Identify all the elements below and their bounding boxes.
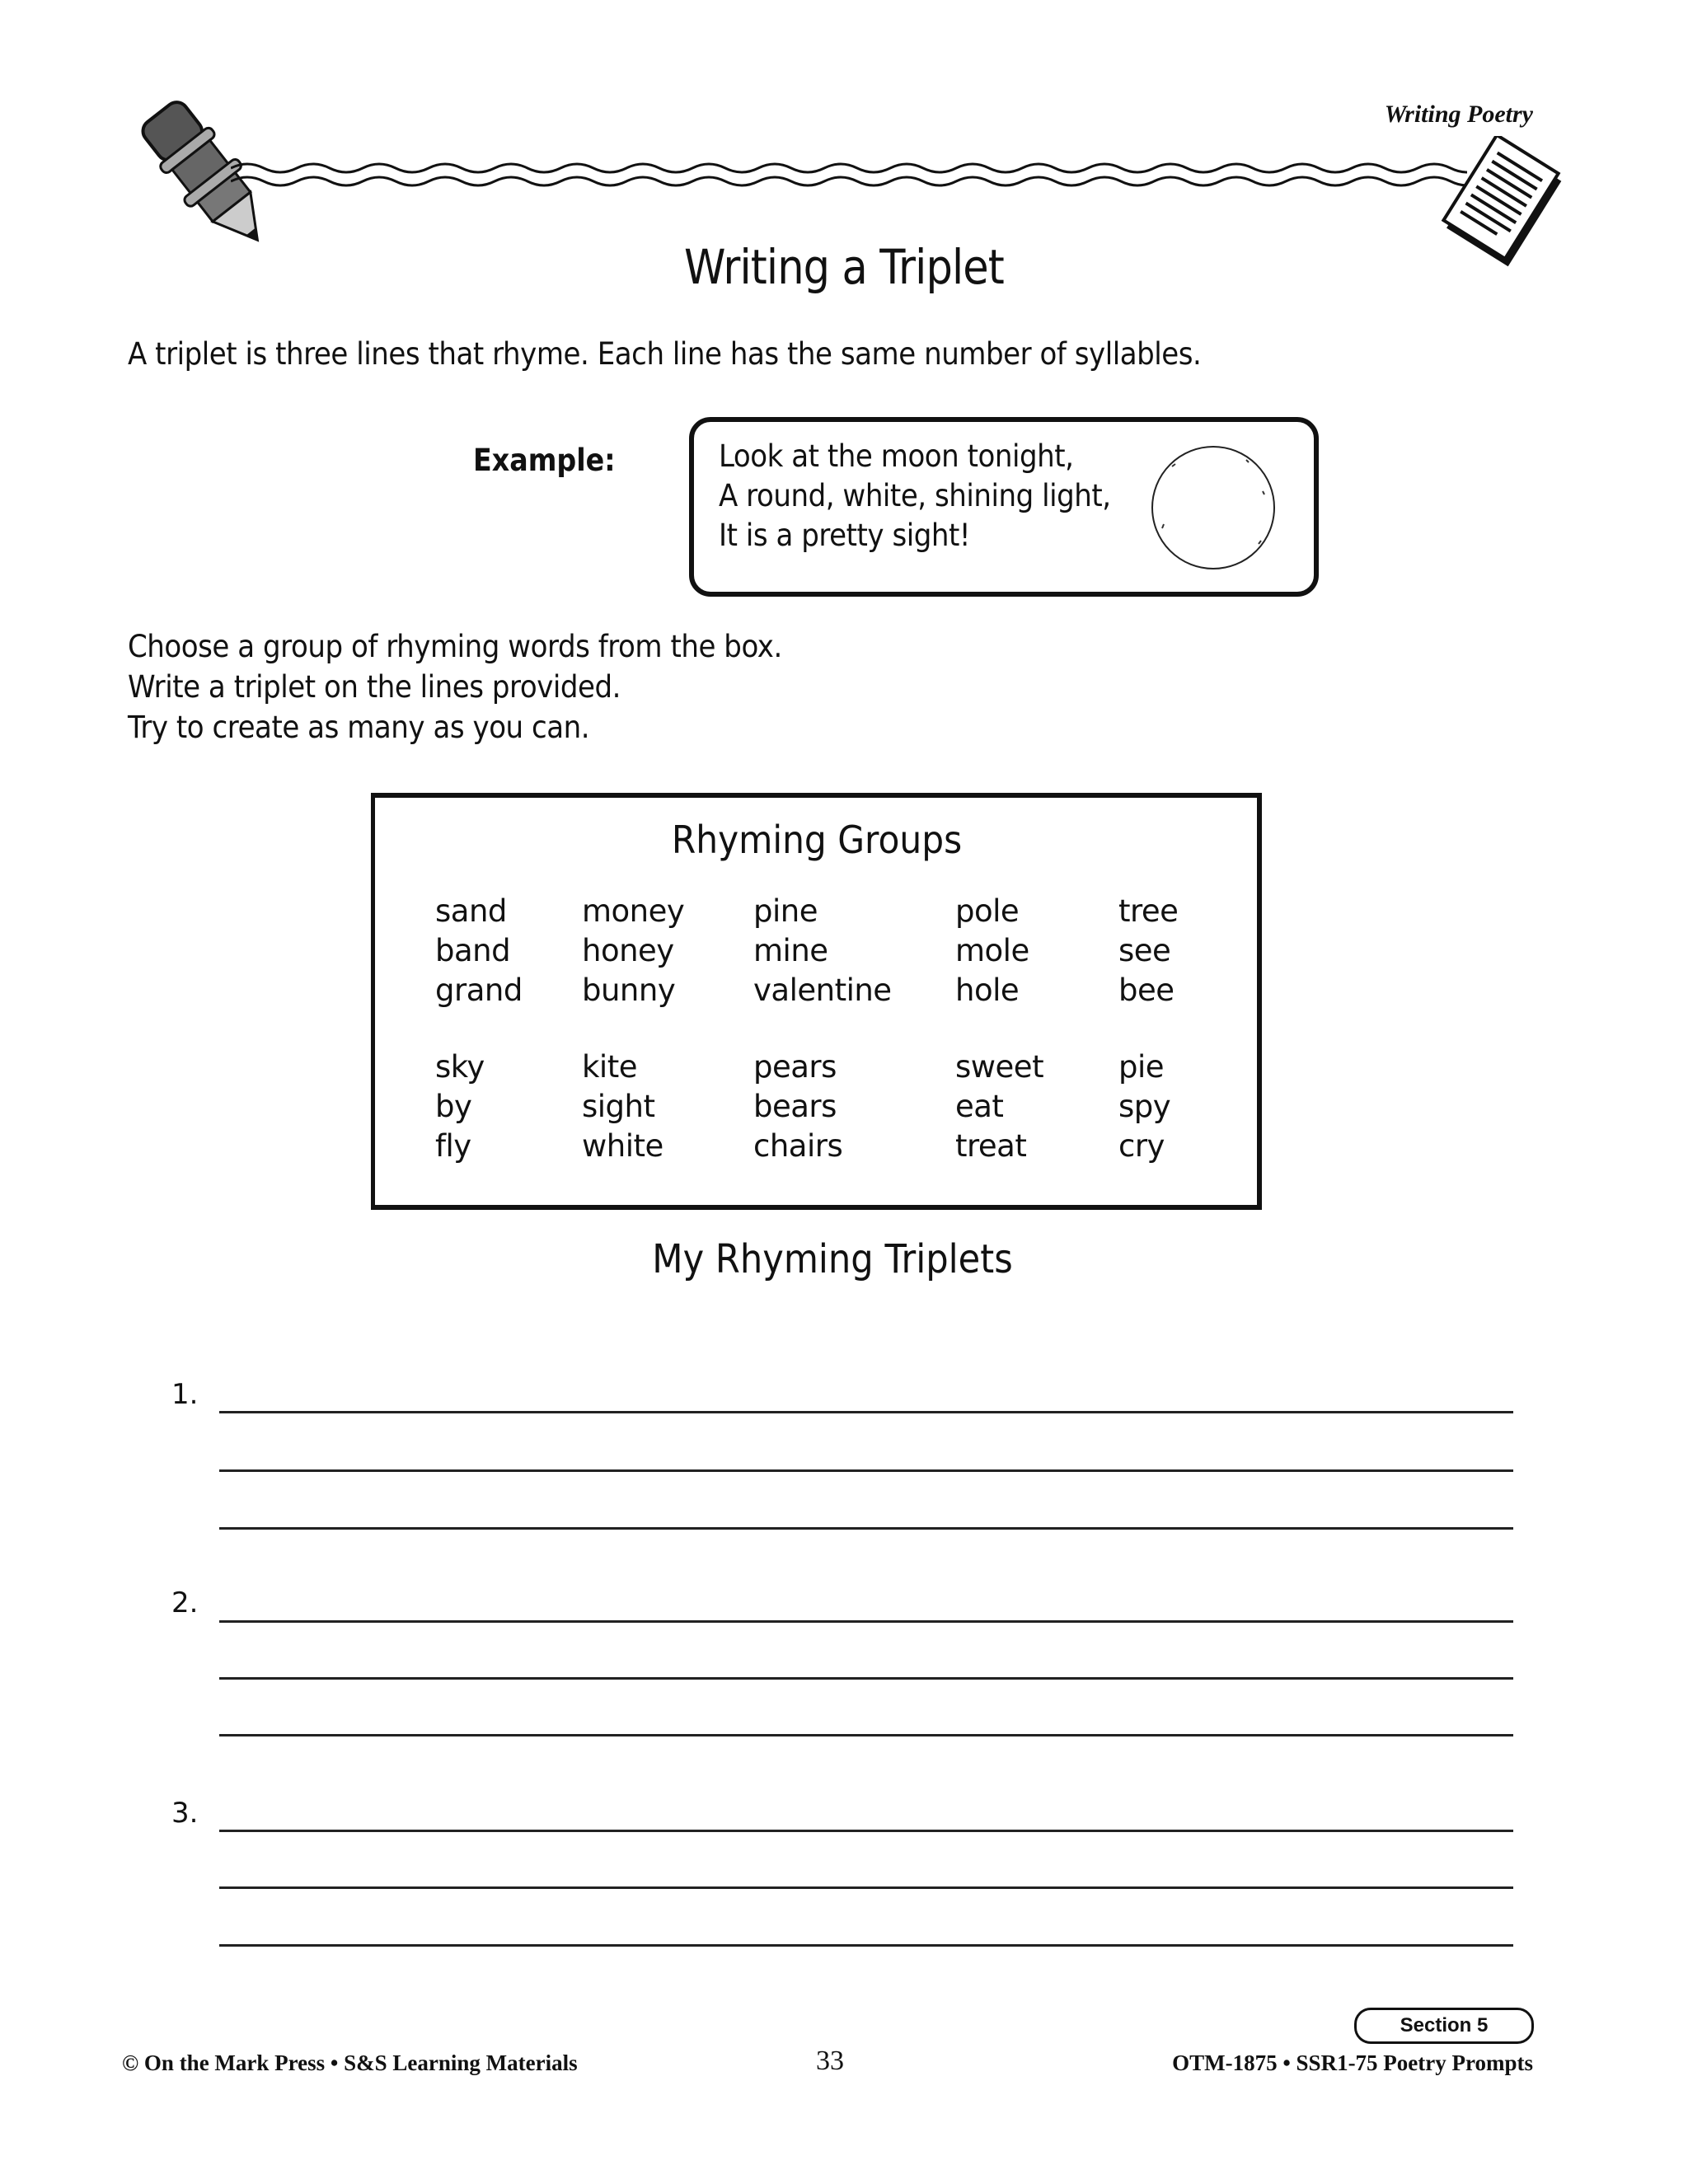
entry-number: 1.: [171, 1378, 199, 1411]
page-number: 33: [816, 2046, 844, 2076]
footer-copyright: © On the Mark Press • S&S Learning Materials: [122, 2050, 578, 2075]
rhyme-word: honey: [582, 933, 674, 968]
rhyme-word: money: [582, 893, 685, 929]
rhyme-word: cry: [1118, 1128, 1165, 1164]
rhyme-word: band: [435, 933, 511, 968]
triplets-title: My Rhyming Triplets: [652, 1236, 1013, 1282]
rhyme-word: see: [1118, 933, 1171, 968]
rhyme-word: mole: [955, 933, 1029, 968]
rhyme-word: treat: [955, 1128, 1027, 1164]
rhyme-block: [435, 892, 1226, 1010]
rhyme-word: white: [582, 1128, 663, 1164]
rhyme-word: tree: [1118, 893, 1179, 929]
rhyme-block: [435, 1047, 1226, 1166]
rhyme-word: sight: [582, 1089, 655, 1124]
rhyme-word: hole: [955, 972, 1020, 1008]
rhyme-word: pole: [955, 893, 1020, 929]
writing-line[interactable]: [219, 1469, 1513, 1472]
rhyming-groups-grid: [435, 892, 1226, 1166]
rhyme-word: bee: [1118, 972, 1175, 1008]
rhyme-word: grand: [435, 972, 523, 1008]
example-label: Example:: [473, 443, 616, 478]
writing-line[interactable]: [219, 1734, 1513, 1736]
poem-line: Look at the moon tonight,: [719, 438, 1074, 474]
writing-line[interactable]: [219, 1944, 1513, 1947]
writing-line[interactable]: [219, 1886, 1513, 1889]
writing-line[interactable]: [219, 1527, 1513, 1530]
rhyme-word: pears: [753, 1049, 837, 1085]
rhyme-word: spy: [1118, 1089, 1171, 1124]
rhyme-word: chairs: [753, 1128, 843, 1164]
rhyme-word: by: [435, 1089, 472, 1124]
writing-line[interactable]: [219, 1830, 1513, 1832]
example-poem: [719, 437, 1111, 555]
rhyme-word: valentine: [753, 972, 892, 1008]
rhyme-word: pine: [753, 893, 818, 929]
rhyme-word: sweet: [955, 1049, 1044, 1085]
footer-product-code: OTM-1875 • SSR1-75 Poetry Prompts: [1172, 2050, 1533, 2075]
writing-line[interactable]: [219, 1411, 1513, 1413]
instruction-line: Write a triplet on the lines provided.: [128, 669, 621, 705]
rhyme-word: sand: [435, 893, 507, 929]
moon-icon: [1147, 442, 1279, 572]
page-title: Writing a Triplet: [684, 239, 1004, 295]
instructions: [128, 626, 782, 748]
wavy-lines: [231, 157, 1467, 198]
entry-number: 2.: [171, 1586, 199, 1619]
poem-line: A round, white, shining light,: [719, 478, 1111, 513]
rhyme-word: bunny: [582, 972, 676, 1008]
section-label: Writing Poetry: [1384, 101, 1533, 128]
intro-text: A triplet is three lines that rhyme. Each line has the same number of syllables.: [128, 336, 1202, 372]
rhyme-word: eat: [955, 1089, 1004, 1124]
rhyme-word: bears: [753, 1089, 837, 1124]
section-badge: Section 5: [1354, 2008, 1534, 2044]
rhyme-word: sky: [435, 1049, 485, 1085]
entry-number: 3.: [171, 1797, 199, 1830]
rhyming-groups-title: Rhyming Groups: [671, 818, 963, 862]
writing-line[interactable]: [219, 1677, 1513, 1680]
rhyme-word: mine: [753, 933, 828, 968]
instruction-line: Try to create as many as you can.: [128, 710, 590, 745]
rhyme-word: pie: [1118, 1049, 1165, 1085]
instruction-line: Choose a group of rhyming words from the box.: [128, 629, 782, 664]
poem-line: It is a pretty sight!: [719, 518, 971, 553]
writing-line[interactable]: [219, 1620, 1513, 1623]
rhyme-word: kite: [582, 1049, 637, 1085]
rhyme-word: fly: [435, 1128, 471, 1164]
